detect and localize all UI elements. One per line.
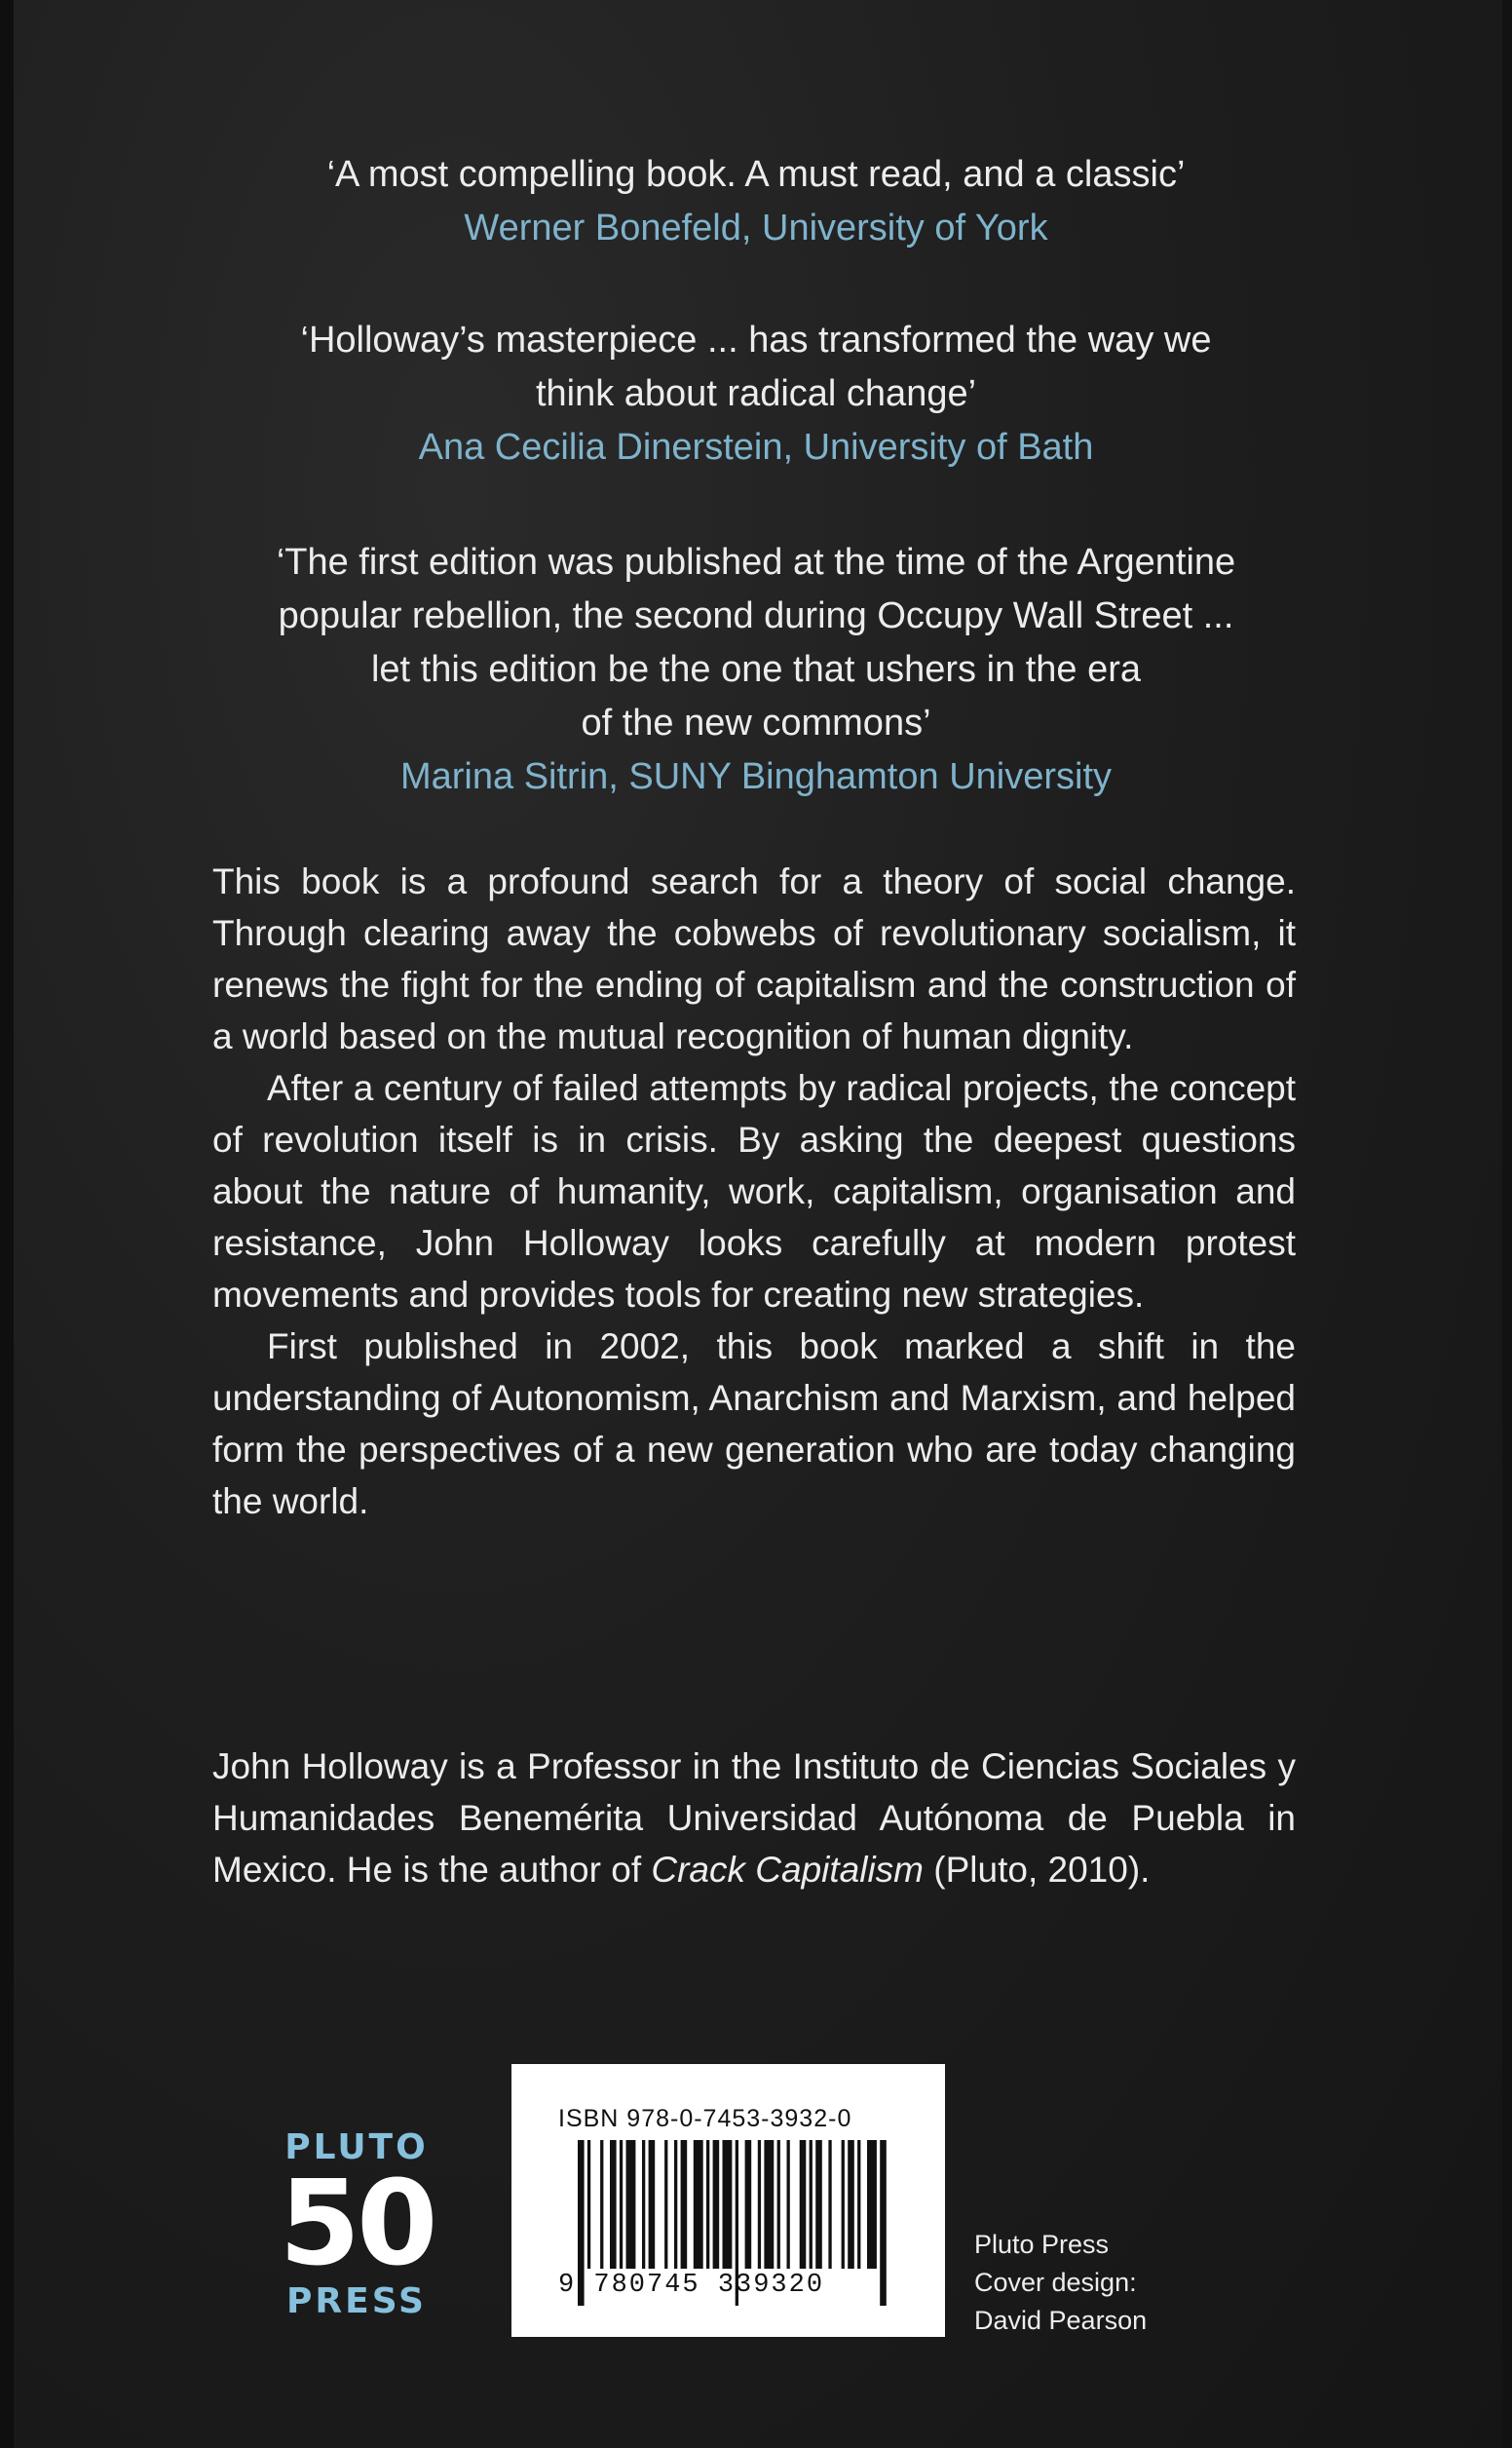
barcode-bar bbox=[810, 2140, 813, 2269]
barcode-bar bbox=[706, 2140, 709, 2269]
credit-design-label: Cover design: bbox=[974, 2268, 1137, 2297]
description-paragraph-1: This book is a profound search for a theory of social change. Through clearing away the cobwebs of revolutionary socialism, it renews the fight for the ending of capitalism and the construction of a world based on the mutual recognition of human dignity. bbox=[212, 861, 1296, 1056]
barcode-bar bbox=[674, 2140, 677, 2269]
logo-press: PRESS bbox=[286, 2281, 427, 2321]
credit-publisher: Pluto Press bbox=[974, 2230, 1110, 2259]
barcode-bar bbox=[610, 2140, 617, 2269]
quote-attribution: Marina Sitrin, SUNY Binghamton University bbox=[399, 756, 1112, 797]
barcode-bar bbox=[626, 2140, 636, 2269]
description-paragraph-3: First published in 2002, this book marked a shift in the understanding of Autonomism, Anarchism and Marxism, and helped form the perspectives of a new generation who are today changing the world. bbox=[212, 1326, 1296, 1521]
barcode-bar bbox=[694, 2140, 703, 2269]
pluto-press-50-logo bbox=[261, 2128, 452, 2321]
barcode-bar bbox=[723, 2140, 733, 2269]
bio-text-start: John Holloway is a Professor in the Instituto de Ciencias Sociales y Humanidades Benemérita Universidad Autónoma de Puebla in Mexico. He is the author of bbox=[212, 1746, 1296, 1890]
barcode-bar bbox=[587, 2140, 590, 2269]
barcode-bar bbox=[777, 2140, 780, 2269]
barcode-bar bbox=[828, 2140, 831, 2269]
isbn-label: ISBN 978-0-7453-3932-0 bbox=[558, 2105, 852, 2132]
endorsement-3 bbox=[146, 536, 1366, 804]
author-bio bbox=[212, 1740, 1296, 1895]
logo-fifty: 50 bbox=[279, 2157, 435, 2292]
quote-attribution: Ana Cecilia Dinerstein, University of Bath bbox=[418, 427, 1094, 468]
bio-book-title: Crack Capitalism bbox=[651, 1850, 925, 1890]
logo-pluto: PLUTO bbox=[284, 2127, 429, 2167]
barcode-bar bbox=[800, 2140, 807, 2269]
quote-text: ‘A most compelling book. A must read, and a classic’ bbox=[326, 154, 1186, 195]
barcode-bar bbox=[642, 2140, 645, 2269]
barcode-bar bbox=[600, 2140, 603, 2269]
book-description bbox=[212, 856, 1296, 1527]
barcode-bar bbox=[620, 2140, 623, 2269]
credit-designer: David Pearson bbox=[974, 2306, 1148, 2335]
quote-text: let this edition be the one that ushers in the era bbox=[370, 649, 1142, 690]
barcode-digits: 9 780745 339320 bbox=[558, 2271, 825, 2300]
barcode-bar bbox=[758, 2140, 761, 2269]
cover-credits bbox=[974, 2226, 1147, 2340]
barcode-bar bbox=[848, 2140, 854, 2269]
barcode-bar bbox=[857, 2140, 860, 2269]
barcode-bar bbox=[745, 2140, 752, 2269]
author-bio-text bbox=[212, 1740, 1296, 1895]
bio-text-end: (Pluto, 2010). bbox=[924, 1850, 1151, 1890]
quote-text: popular rebellion, the second during Occupy Wall Street ... bbox=[278, 595, 1234, 636]
barcode-bar bbox=[842, 2140, 845, 2269]
barcode-bar bbox=[681, 2140, 688, 2269]
barcode-bar bbox=[867, 2140, 877, 2269]
barcode-bar bbox=[764, 2140, 774, 2269]
barcode-bar bbox=[815, 2140, 822, 2269]
description-paragraph-2: After a century of failed attempts by radical projects, the concept of revolution itself is in crisis. By asking the deepest questions about the nature of humanity, work, capitalism, organisation and resistance, John Holloway looks carefully at modern protest movements and provides tools for creating new strategies. bbox=[212, 1068, 1296, 1315]
endorsement-1 bbox=[146, 148, 1366, 255]
quote-text: of the new commons’ bbox=[581, 703, 931, 744]
quote-attribution: Werner Bonefeld, University of York bbox=[464, 208, 1048, 249]
barcode-bar bbox=[713, 2140, 720, 2269]
isbn-barcode-panel bbox=[511, 2064, 945, 2337]
cover-edge-left bbox=[0, 0, 14, 2448]
quote-text: think about radical change’ bbox=[535, 373, 977, 414]
quote-text: ‘The first edition was published at the time of the Argentine bbox=[276, 542, 1236, 583]
endorsement-2 bbox=[146, 314, 1366, 475]
barcode-bar bbox=[787, 2140, 790, 2269]
barcode-bar bbox=[664, 2140, 667, 2269]
cover-edge-right bbox=[1502, 0, 1512, 2448]
barcode-bar bbox=[649, 2140, 656, 2269]
quote-text: ‘Holloway’s masterpiece ... has transformed the way we bbox=[300, 320, 1212, 361]
barcode-bar bbox=[880, 2140, 887, 2306]
